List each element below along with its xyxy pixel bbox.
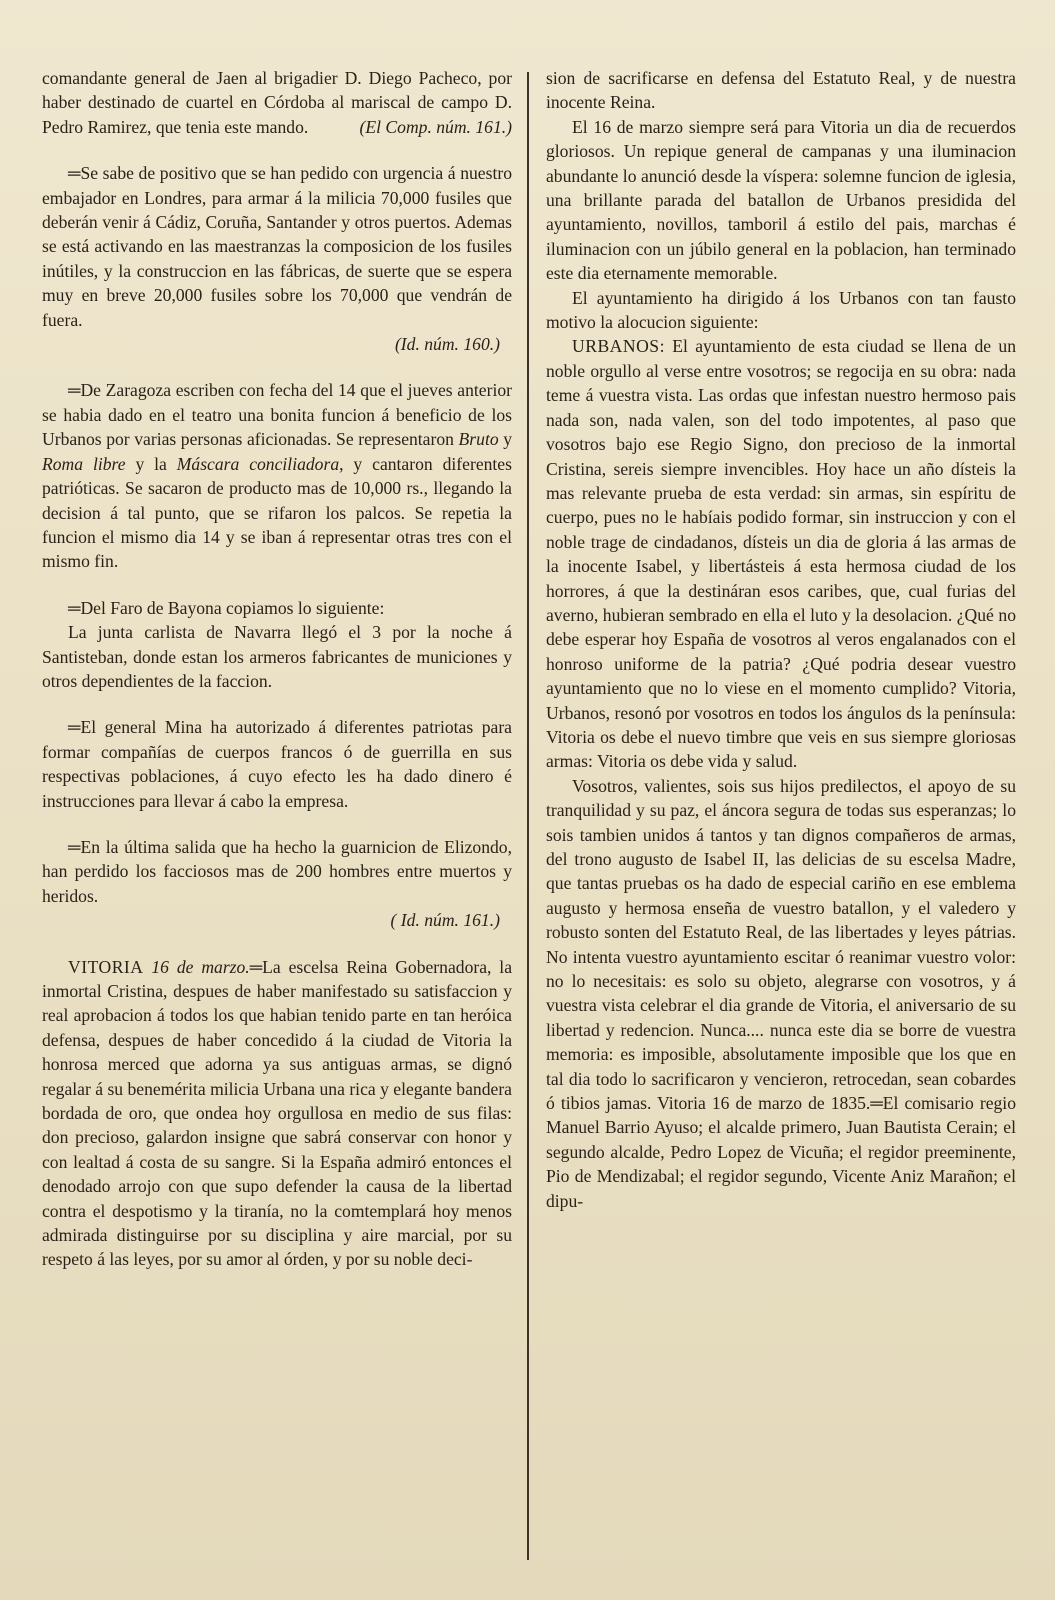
play-title: Roma libre (42, 453, 126, 474)
play-title: Bruto (458, 429, 499, 450)
paragraph-text: ═Se sabe de positivo que se han pedido con urgencia á nuestro embajador en Londres, para armar á la milicia 70,000 fusiles que deberán venir á Cádiz, Coruña, Santander y otros puertos. Ademas se está activando en las maestranzas la composicion de los fusiles inútiles, y la construccion en las fábricas, de suerte que se espera muy en breve 20,000 fusiles sobre los 70,000 que vendrán de fuera. (42, 163, 512, 330)
article-paragraph: sion de sacrificarse en defensa del Estatuto Real, y de nuestra inocente Reina. (546, 68, 1016, 113)
column-divider (527, 72, 529, 1560)
article-paragraph: VITORIA 16 de marzo.═La escelsa Reina Gobernadora, la inmortal Cristina, despues de haber manifestado su satisfaccion y real aprobacion á todos los que habian tenido parte en tan heróica defensa, despues de haber concedido á la ciudad de Vitoria la honrosa merced que adorna ya sus antiguas armas, se dignó regalar á su benemérita milicia Urbana una rica y elegante bandera bordada de oro, que ondea hoy orgullosa en medio de sus filas: don precioso, galardon insigne que sabrá conservar con honor y con lealtad á costa de su sangre. Si la España admiró entonces el denodado arrojo con que supo defender la causa de la libertad contra el despotismo y la tiranía, no la comtemplará hoy menos admirada distinguirse por su disciplina y aire marcial, por su respeto á las leyes, por su amor al órden, y por su noble deci- (42, 956, 513, 1270)
dateline-date: 16 de marzo. (151, 956, 250, 977)
article-paragraph (42, 161, 512, 332)
address-paragraph: URBANOS: El ayuntamiento de esta ciudad se llena de un noble orgullo al verse entre vosotros; se regocija en su obra: nada teme á vuestra vista. Las ordas que infestan nuestro hermoso pais nada son, nada valen, son del todo impotentes, al paso que vosotros bajo ese Regio Signo, don precioso de la inmortal Cristina, sereis siempre invencibles. Hoy hace un año dísteis la mas relevante prueba de esta verdad: sin armas, sin espíritu de cuerpo, pues no le habíais podido formar, sin instruccion y con el noble trage de cindadanos, dísteis un dia de gloria á las armas de la inocente Isabel, y libertásteis á esta hermosa ciudad de los horrores, á que la destináran esos caribes, que, cual furias del averno, hubieran sembrado en ella el luto y la desolacion. ¿Qué no debe esperar hoy España de vosotros al veros engalanados con el honroso uniforme de la patria? ¿Qué podria desear vuestro ayuntamiento que no lo viese en el momento cumplido? Vitoria, Urbanos, resonó por vosotros en todos los ángulos ds la península: Vitoria os debe el nuevo timbre que veis en sus siempre gloriosas armas: Vitoria os debe vida y salud. (546, 336, 1016, 772)
right-column (546, 66, 1016, 1213)
source-citation: ( Id. núm. 161.) (390, 910, 500, 931)
address-paragraph: Vosotros, valientes, sois sus hijos predilectos, el apoyo de su tranquilidad y su paz, el áncora segura de todas sus esperanzas; lo sois tambien unidos á tantos y tan dignos compañeros de armas, del trono augusto de Isabel II, las delicias de su escelsa Madre, que tantas pruebas os ha dado de especial cariño en ese emblema augusto y hermosa enseña de vuestro batallon, y el valedero y robusto sonten del Estatuto Real, de las libertades y leyes pátrias. No intenta vuestro ayuntamiento escitar ó reanimar vuestro volor: no lo necesitais: es solo su objeto, alegrarse con vosotros, y á vuestra vista celebrar el dia grande de Vitoria, el aniversario de su libertad y redencion. Nunca.... nunca este dia se borre de vuestra memoria: es imposible, absolutamente imposible que los que en tal dia todo lo sacrificaron y vencieron, retrocedan, sean cobardes ó tibios jamas. Vitoria 16 de marzo de 1835.═El comisario regio Manuel Barrio Ayuso; el alcalde primero, Juan Bautista Cerain; el segundo alcalde, Pedro Lopez de Vicuña; el regidor preeminente, Pio de Mendizabal; el regidor segundo, Vicente Aniz Marañon; el dipu- (546, 775, 1016, 1211)
dateline-city: VITORIA (68, 956, 144, 977)
article-paragraph: ═En la última salida que ha hecho la guarnicion de Elizondo, han perdido los facciosos mas de 200 hombres entre muertos y heridos. (42, 836, 512, 906)
article-paragraph: ═Del Faro de Bayona copiamos lo siguiente: (68, 597, 385, 618)
article-paragraph: El 16 de marzo siempre será para Vitoria un dia de recuerdos gloriosos. Un repique general de campanas y una iluminacion abundante lo anunció desde la víspera: solemne funcion de iglesia, una brillante parada del batallon de Urbanos presidida del ayuntamiento, novillos, tamboril á estilo del pais, marchas é iluminacion con un júbilo general en la poblacion, han terminado este dia eternamente memorable. (546, 116, 1016, 284)
quoted-paragraph: La junta carlista de Navarra llegó el 3 por la noche á Santisteban, donde estan los armeros fabricantes de municiones y otros dependientes de la faccion. (42, 622, 512, 691)
left-column (42, 66, 512, 1272)
article-paragraph: ═El general Mina ha autorizado á diferentes patriotas para formar compañías de cuerpos francos ó de guerrilla en sus respectivas poblaciones, á cuyo efecto les ha dado dinero é instrucciones para llevar á cabo la empresa. (42, 717, 512, 811)
paragraph-text: comandante general de Jaen al brigadier D. Diego Pacheco, por haber destinado de cuartel en Córdoba al mariscal de campo D. Pedro Ramirez, que tenia este mando. (42, 68, 512, 137)
source-citation: (Id. núm. 160.) (394, 334, 500, 355)
address-salutation: URBANOS: (572, 336, 665, 357)
source-citation: (El Comp. núm. 161.) (359, 116, 512, 137)
article-paragraph: ═De Zaragoza escriben con fecha del 14 que el jueves anterior se habia dado en el teatro una bonita funcion á beneficio de los Urbanos por varias personas aficionadas. Se representaron Bruto y Roma libre y la Máscara conciliadora, y cantaron diferentes patrióticas. Se sacaron de producto mas de 10,000 rs., llegando la decision á tal punto, que se rifaron los palcos. Se repetia la funcion el mismo dia 14 y se iban á representar otras tres con el mismo fin. (42, 380, 513, 572)
article-paragraph (42, 66, 512, 139)
play-title: Máscara conciliadora (176, 453, 340, 474)
article-paragraph: El ayuntamiento ha dirigido á los Urbanos con tan fausto motivo la alocucion siguiente: (546, 287, 1016, 333)
